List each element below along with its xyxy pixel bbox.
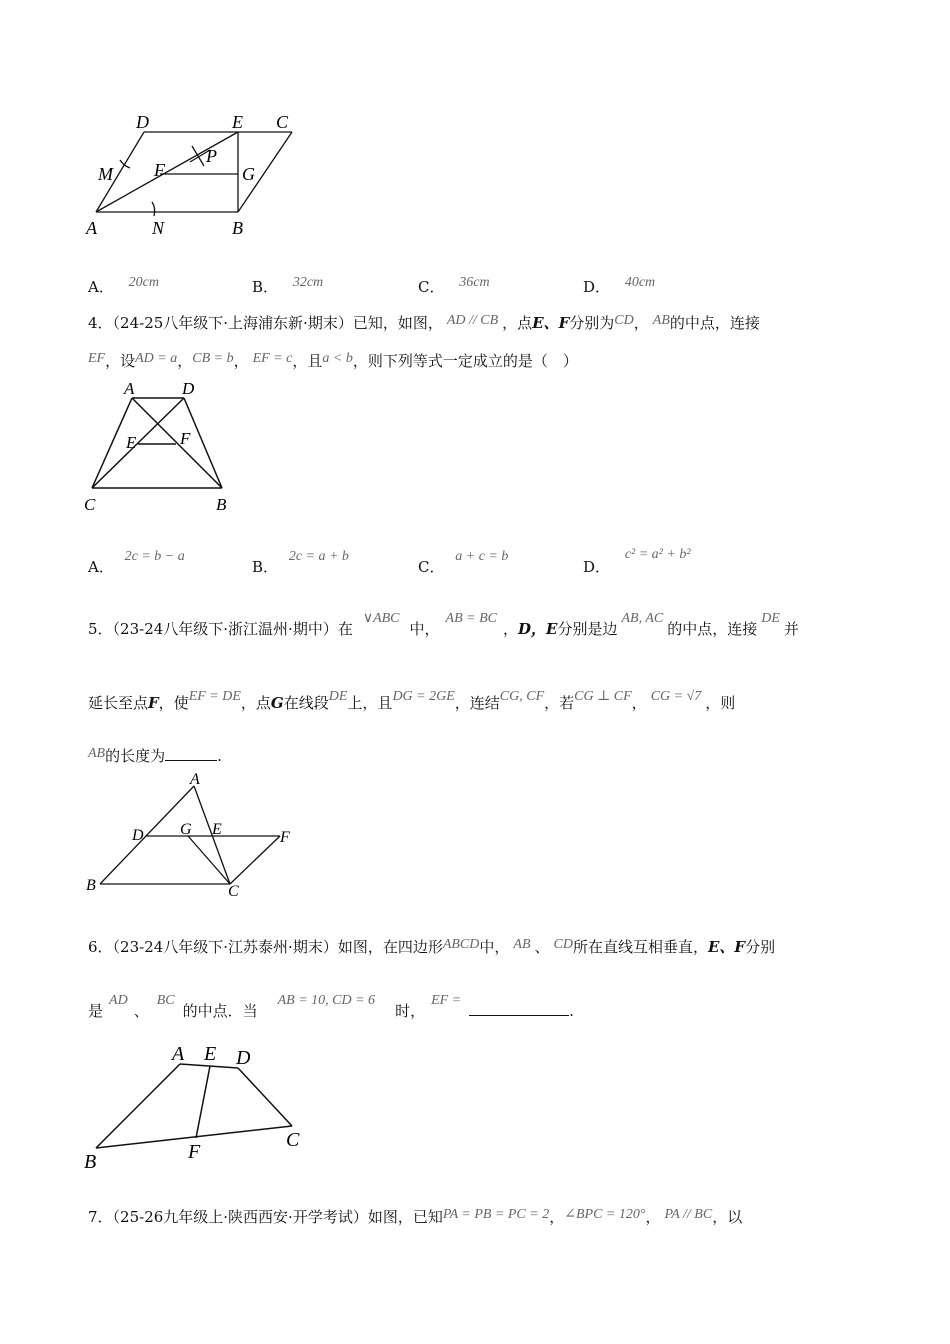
q3-label-M: M (98, 164, 113, 184)
option-value: c² = a² + b² (624, 547, 691, 562)
q3-option-b[interactable] (252, 275, 324, 297)
option-letter: C． (418, 278, 445, 296)
q3-option-d[interactable] (583, 275, 656, 297)
q7-line1: 7．（25-26九年级上·陕西西安·开学考试）如图，已知PA = PB = PC = 2，∠BPC = 120°， PA // BC，以 (88, 1207, 743, 1226)
option-value: 32cm (292, 275, 324, 290)
q6-label-F: F (188, 1141, 201, 1163)
q5-line1: 5．（23-24八年级下·浙江温州·期中）在∨ABC中，AB = BC，D，E分别是边AB, AC的中点，连接DE并 (88, 611, 799, 638)
q4-label-A: A (124, 379, 135, 398)
q6-label-C: C (286, 1129, 300, 1151)
q4-label-D: D (182, 379, 195, 398)
q5-label-D: D (132, 827, 144, 844)
q3-label-B: B (232, 218, 243, 238)
q6-label-B: B (84, 1151, 97, 1173)
option-value: 36cm (459, 275, 490, 290)
q4-option-b[interactable] (252, 549, 349, 577)
option-letter: C． (418, 558, 445, 576)
option-value: 40cm (624, 275, 656, 290)
q3-label-D: D (136, 112, 149, 132)
option-letter: A． (88, 558, 114, 576)
q3-label-F: F (154, 160, 165, 180)
option-value: 2c = a + b (288, 549, 349, 564)
q6-figure (80, 1036, 320, 1176)
option-value: a + c = b (455, 549, 509, 564)
q4-label-F: F (180, 429, 191, 448)
q4-option-c[interactable] (418, 549, 509, 577)
q4-label-B: B (216, 495, 227, 514)
q3-option-a[interactable] (88, 275, 159, 297)
answer-blank[interactable] (469, 1015, 569, 1016)
q4-line2: EF，设AD = a，CB = b， EF = c，且a < b，则下列等式一定成立的是（ ） (88, 351, 578, 370)
q3-label-A: A (86, 218, 97, 238)
q5-label-E: E (212, 821, 222, 838)
q6-label-A: A (172, 1043, 185, 1065)
q5-line2: 延长至点F，使EF = DE，点G在线段DE上，且DG = 2GE，连结CG, CF，若CG ⊥ CF， CG = √7 ，则 (88, 689, 736, 712)
q5-label-F: F (280, 829, 290, 846)
q5-line3: AB的长度为 . (88, 746, 222, 765)
q3-figure (80, 110, 310, 240)
q5-label-G: G (180, 821, 192, 838)
q3-label-P: P (206, 146, 217, 166)
q6-line2: 是AD、BC的中点．当AB = 10, CD = 6时，EF =. (88, 993, 574, 1020)
q5-label-C: C (228, 883, 239, 900)
q3-label-N: N (152, 218, 165, 238)
q4-label-C: C (84, 495, 96, 514)
q5-figure (80, 770, 300, 900)
option-value: 2c = b − a (124, 549, 185, 564)
answer-blank[interactable] (165, 760, 217, 761)
q3-option-c[interactable] (418, 275, 490, 297)
q4-figure (80, 378, 240, 514)
option-letter: A． (88, 278, 114, 296)
option-value: 20cm (128, 275, 159, 290)
option-letter: B． (252, 558, 279, 576)
q4-option-d[interactable] (583, 547, 691, 577)
q6-line1: 6．（23-24八年级下·江苏泰州·期末）如图，在四边形ABCD中， AB 、 CD所在直线互相垂直，E、F分别 (88, 937, 776, 956)
option-letter: D． (583, 278, 611, 296)
q4-line1: 4．（24-25八年级下·上海浦东新·期末）已知，如图， AD // CB ，点E、F分别为CD， AB的中点，连接 (88, 313, 760, 332)
q6-label-E: E (204, 1043, 217, 1065)
q3-label-C: C (276, 112, 289, 132)
option-letter: B． (252, 278, 279, 296)
q5-label-A: A (190, 771, 200, 788)
q6-label-D: D (236, 1047, 251, 1069)
q4-option-a[interactable] (88, 549, 185, 577)
q3-label-E: E (232, 112, 243, 132)
q5-label-B: B (86, 877, 96, 894)
option-letter: D． (583, 558, 611, 576)
q4-label-E: E (126, 433, 137, 452)
q3-label-G: G (242, 164, 255, 184)
